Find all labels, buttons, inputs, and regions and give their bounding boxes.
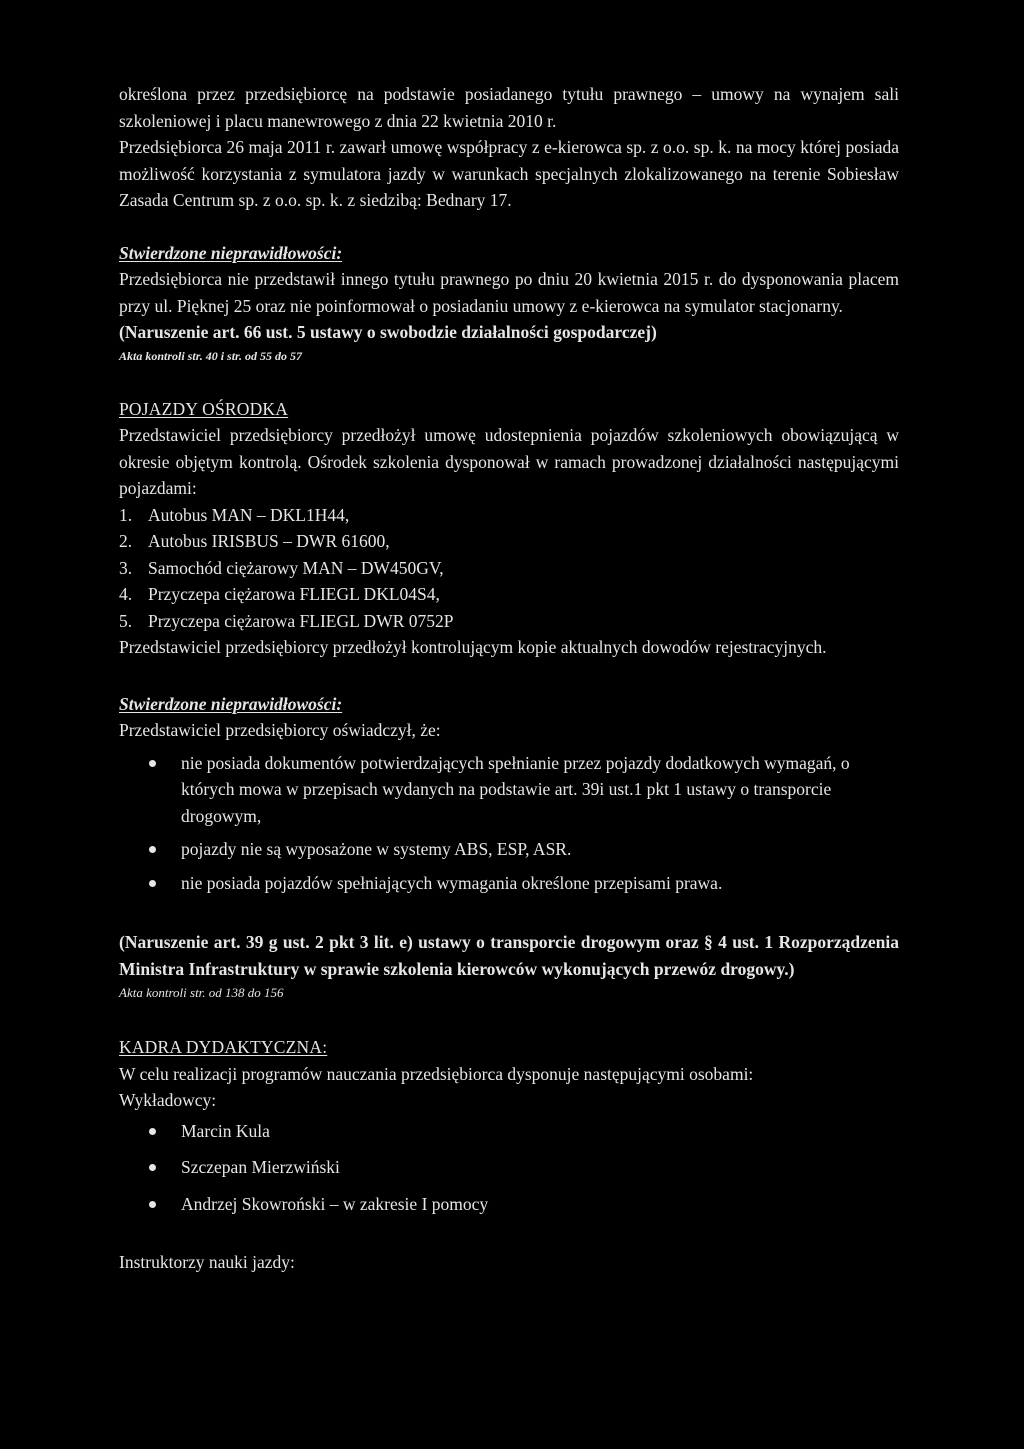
vehicle-item	[119, 608, 899, 635]
bullet-dot-icon	[149, 1164, 156, 1171]
akta-reference-1: Akta kontroli str. 40 i str. od 55 do 57	[119, 348, 303, 363]
vehicle-number: 4.	[119, 584, 133, 604]
vehicle-number: 5.	[119, 610, 133, 631]
document-page	[119, 81, 899, 1276]
lecturer-name: Andrzej Skowroński – w zakresie I pomocy	[181, 1193, 489, 1214]
vehicle-number: 1.	[119, 504, 133, 525]
violation-note-1: (Naruszenie art. 66 ust. 5 ustawy o swobodzie działalności gospodarczej)	[119, 322, 657, 342]
vehicle-item	[119, 502, 899, 529]
irregularities-body-1: Przedsiębiorca nie przedstawił innego tytułu prawnego po dniu 20 kwietnia 2015 r. do dysponowania placem przy ul. Pięknej 25 oraz nie poinformował o posiadaniu umowy z e-kierowca na symulator stacjonarny.	[119, 269, 899, 316]
vehicle-number: 2.	[119, 531, 133, 551]
vehicle-item	[119, 581, 899, 608]
kadra-intro: W celu realizacji programów nauczania przedsiębiorca dysponuje następującymi osobami:	[119, 1063, 754, 1084]
vehicle-text: Autobus MAN – DKL1H44,	[148, 504, 350, 525]
kadra-heading: KADRA DYDAKTYCZNA:	[119, 1037, 328, 1057]
akta-reference-2: Akta kontroli str. od 138 do 156	[119, 985, 284, 1000]
vehicle-number: 3.	[119, 557, 133, 578]
bullet-dot-icon	[149, 1128, 156, 1135]
lecturer-name: Marcin Kula	[181, 1120, 270, 1141]
bullet-item	[119, 836, 899, 863]
vehicle-text: Przyczepa ciężarowa FLIEGL DWR 0752P	[148, 610, 454, 631]
irregularities-intro-2: Przedstawiciel przedsiębiorcy oświadczył, że:	[119, 720, 441, 740]
lecturer-name: Szczepan Mierzwiński	[181, 1157, 340, 1177]
vehicles-list	[119, 502, 899, 635]
bullet-dot-icon	[149, 760, 156, 767]
bullet-item	[119, 750, 899, 830]
vehicle-text: Autobus IRISBUS – DWR 61600,	[148, 531, 390, 551]
vehicle-item	[119, 555, 899, 582]
vehicle-item	[119, 528, 899, 555]
lecturer-item	[119, 1118, 899, 1145]
irregularities-bullets	[119, 750, 899, 897]
intro-paragraph-1: określona przez przedsiębiorcę na podstawie posiadanego tytułu prawnego – umowy na wynajem sali szkoleniowej i placu manewrowego z dnia 22 kwietnia 2010 r.	[119, 84, 899, 131]
bullet-text: nie posiada pojazdów spełniających wymagania określone przepisami prawa.	[181, 872, 723, 893]
instructors-label: Instruktorzy nauki jazdy:	[119, 1252, 295, 1272]
bullet-dot-icon	[149, 880, 156, 887]
lecturers-label: Wykładowcy:	[119, 1090, 217, 1110]
lecturer-item	[119, 1191, 899, 1218]
vehicles-intro: Przedstawiciel przedsiębiorcy przedłożył umowę udostepnienia pojazdów szkoleniowych obowiązującą w okresie objętym kontrolą. Ośrodek szkolenia dysponował w ramach prowadzonej działalności następującymi pojazdami:	[119, 425, 899, 498]
vehicle-text: Samochód ciężarowy MAN – DW450GV,	[148, 557, 444, 578]
bullet-dot-icon	[149, 1201, 156, 1208]
bullet-dot-icon	[149, 846, 156, 853]
bullet-item	[119, 870, 899, 897]
lecturers-list	[119, 1118, 899, 1218]
irregularities-heading-1: Stwierdzone nieprawidłowości:	[119, 242, 343, 263]
vehicle-text: Przyczepa ciężarowa FLIEGL DKL04S4,	[148, 584, 440, 604]
bullet-text: nie posiada dokumentów potwierdzających spełnianie przez pojazdy dodatkowych wymagań, o których mowa w przepisach wydanych na podstawie art. 39i ust.1 pkt 1 ustawy o transporcie drogowym,	[181, 752, 850, 826]
vehicles-heading: POJAZDY OŚRODKA	[119, 398, 289, 419]
violation-note-2: (Naruszenie art. 39 g ust. 2 pkt 3 lit. e) ustawy o transporcie drogowym oraz § 4 ust. 1 Rozporządzenia Ministra Infrastruktury w sprawie szkolenia kierowców wykonujących przewóz drogowy.)	[119, 932, 899, 979]
irregularities-heading-2: Stwierdzone nieprawidłowości:	[119, 693, 343, 714]
bullet-text: pojazdy nie są wyposażone w systemy ABS, ESP, ASR.	[181, 839, 572, 859]
lecturer-item	[119, 1154, 899, 1181]
vehicles-outro: Przedstawiciel przedsiębiorcy przedłożył kontrolującym kopie aktualnych dowodów rejestracyjnych.	[119, 637, 827, 657]
intro-paragraph-2: Przedsiębiorca 26 maja 2011 r. zawarł umowę współpracy z e-kierowca sp. z o.o. sp. k. na mocy której posiada możliwość korzystania z symulatora jazdy w warunkach specjalnych zlokalizowanego na terenie Sobiesław Zasada Centrum sp. z o.o. sp. k. z siedzibą: Bednary 17.	[119, 137, 899, 210]
